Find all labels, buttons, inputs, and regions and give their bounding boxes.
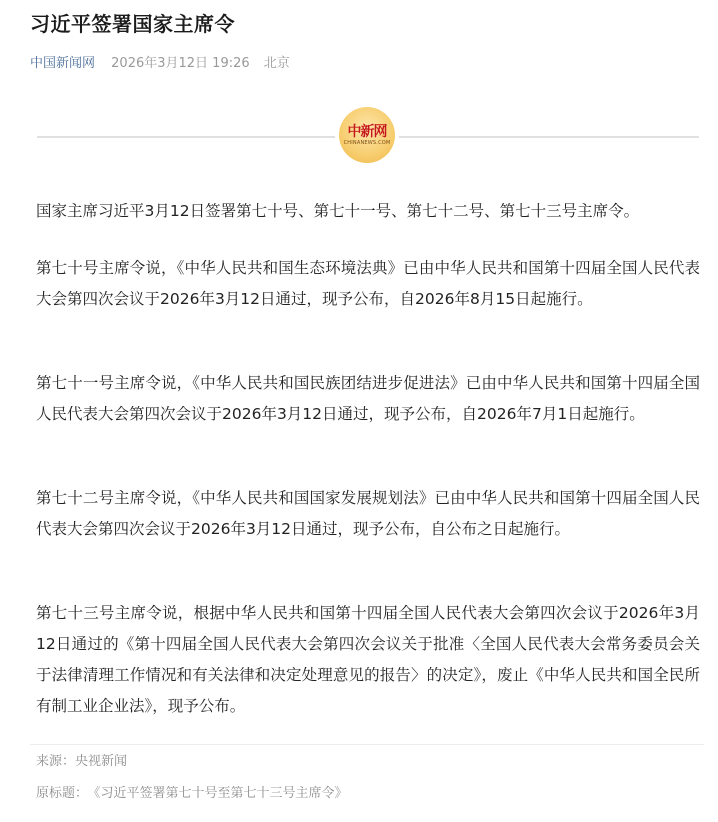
chinanews-logo (339, 107, 395, 163)
publish-location: 北京 (263, 56, 290, 71)
article-meta (30, 54, 290, 74)
source-line: 来源：央视新闻 (36, 754, 128, 769)
publisher-link[interactable]: 中国新闻网 (30, 56, 96, 71)
logo-text: 中新网 (347, 123, 387, 140)
paragraph-5: 第七十三号主席令说，根据中华人民共和国第十四届全国人民代表大会第四次会议于2026年3月12日通过的《第十四届全国人民代表大会第四次会议关于批准〈全国人民代表大会常务委员会关于法律清理工作情况和有关法律和决定处理意见的报告〉的决定》，废止《中华人民共和国全民所有制工业企业法》，现予公布。 (36, 604, 700, 715)
paragraph-3: 第七十一号主席令说，《中华人民共和国民族团结进步促进法》已由中华人民共和国第十四届全国人民代表大会第四次会议于2026年3月12日通过，现予公布，自2026年7月1日起施行。 (36, 374, 700, 423)
paragraph-2: 第七十号主席令说，《中华人民共和国生态环境法典》已由中华人民共和国第十四届全国人民代表大会第四次会议于2026年3月12日通过，现予公布，自2026年8月15日起施行。 (36, 259, 700, 308)
original-title-label: 原标题： (36, 786, 89, 801)
article-title: 习近平签署国家主席令 (30, 12, 235, 36)
footer-divider (30, 744, 704, 745)
paragraph-1: 国家主席习近平3月12日签署第七十号、第七十一号、第七十二号、第七十三号主席令。 (36, 202, 640, 220)
original-title-value: 《习近平签署第七十号至第七十三号主席令》 (94, 786, 348, 801)
logo-subtext: CHINANEWS.COM (343, 139, 391, 146)
original-title-line (36, 785, 348, 803)
paragraph-4: 第七十二号主席令说，《中华人民共和国国家发展规划法》已由中华人民共和国第十四届全国人民代表大会第四次会议于2026年3月12日通过，现予公布，自公布之日起施行。 (36, 489, 700, 538)
publish-datetime: 2026年3月12日 19:26 (111, 56, 250, 71)
